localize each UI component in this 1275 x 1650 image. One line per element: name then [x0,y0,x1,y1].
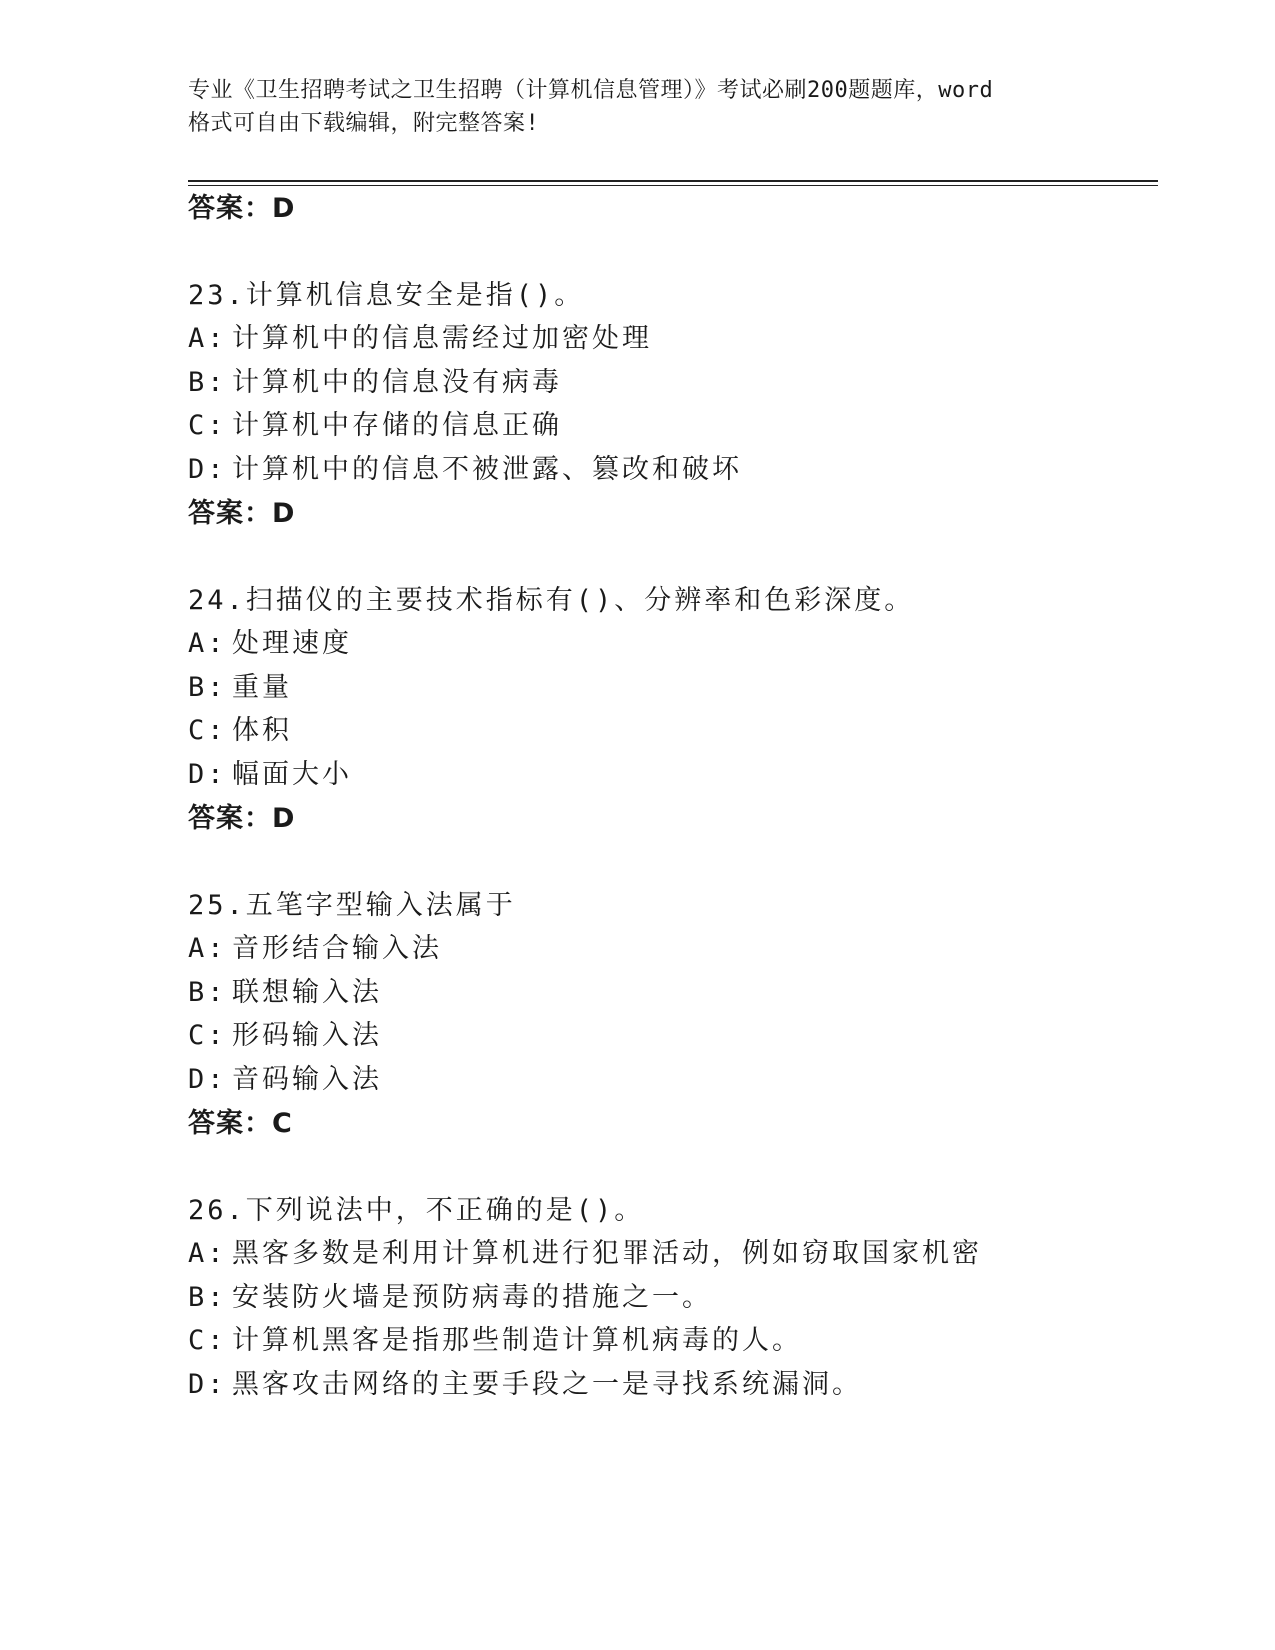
option-text: 计算机中的信息需经过加密处理 [232,323,652,354]
question-24-option-c [188,708,292,747]
answer-24: 答案：D [188,803,296,834]
question-25-option-c [188,1013,382,1052]
option-text: 黑客多数是利用计算机进行犯罪活动，例如窃取国家机密 [232,1238,982,1269]
header-line-1: 专业《卫生招聘考试之卫生招聘（计算机信息管理）》考试必刷200题题库，word [188,78,994,103]
option-letter: B: [188,977,227,1008]
question-23-stem: 23.计算机信息安全是指()。 [188,280,585,311]
answer-23: 答案：D [188,498,296,529]
option-letter: C: [188,1325,227,1356]
option-letter: D: [188,1064,227,1095]
question-24-stem: 24.扫描仪的主要技术指标有()、分辨率和色彩深度。 [188,585,915,616]
option-letter: A: [188,628,227,659]
answer-25: 答案：C [188,1108,293,1139]
option-letter: B: [188,367,227,398]
option-text: 计算机中的信息没有病毒 [232,367,562,398]
option-text: 联想输入法 [232,977,382,1008]
question-25-option-a [188,926,442,965]
question-26-stem: 26.下列说法中，不正确的是()。 [188,1195,645,1226]
header-divider-thin [188,185,1158,186]
option-text: 音码输入法 [232,1064,382,1095]
header-line-2: 格式可自由下载编辑，附完整答案! [188,111,540,136]
option-text: 安装防火墙是预防病毒的措施之一。 [232,1282,712,1313]
question-26-option-c [188,1318,802,1357]
question-24-option-a [188,621,352,660]
option-text: 计算机中的信息不被泄露、篡改和破坏 [232,454,742,485]
question-25-stem: 25.五笔字型输入法属于 [188,890,516,921]
answer-22: 答案：D [188,193,296,224]
question-26-option-a [188,1231,982,1270]
question-24-option-d [188,752,352,791]
option-letter: B: [188,1282,227,1313]
question-26-option-d [188,1362,862,1401]
document-header [188,74,1088,140]
question-23-option-c [188,403,562,442]
option-letter: A: [188,1238,227,1269]
option-letter: D: [188,1369,227,1400]
option-text: 处理速度 [232,628,352,659]
question-24-option-b [188,665,292,704]
question-26-option-b [188,1275,712,1314]
question-23-option-a [188,316,652,355]
option-letter: D: [188,454,227,485]
header-divider-thick [188,180,1158,182]
option-letter: B: [188,672,227,703]
option-text: 形码输入法 [232,1020,382,1051]
option-text: 计算机中存储的信息正确 [232,410,562,441]
question-23-option-b [188,360,562,399]
option-text: 体积 [232,715,292,746]
option-text: 计算机黑客是指那些制造计算机病毒的人。 [232,1325,802,1356]
option-text: 幅面大小 [232,759,352,790]
question-25-option-b [188,970,382,1009]
question-25-option-d [188,1057,382,1096]
question-23-option-d [188,447,742,486]
option-letter: C: [188,410,227,441]
option-text: 重量 [232,672,292,703]
option-letter: D: [188,759,227,790]
option-letter: A: [188,323,227,354]
option-text: 音形结合输入法 [232,933,442,964]
option-letter: C: [188,1020,227,1051]
option-letter: C: [188,715,227,746]
option-letter: A: [188,933,227,964]
option-text: 黑客攻击网络的主要手段之一是寻找系统漏洞。 [232,1369,862,1400]
